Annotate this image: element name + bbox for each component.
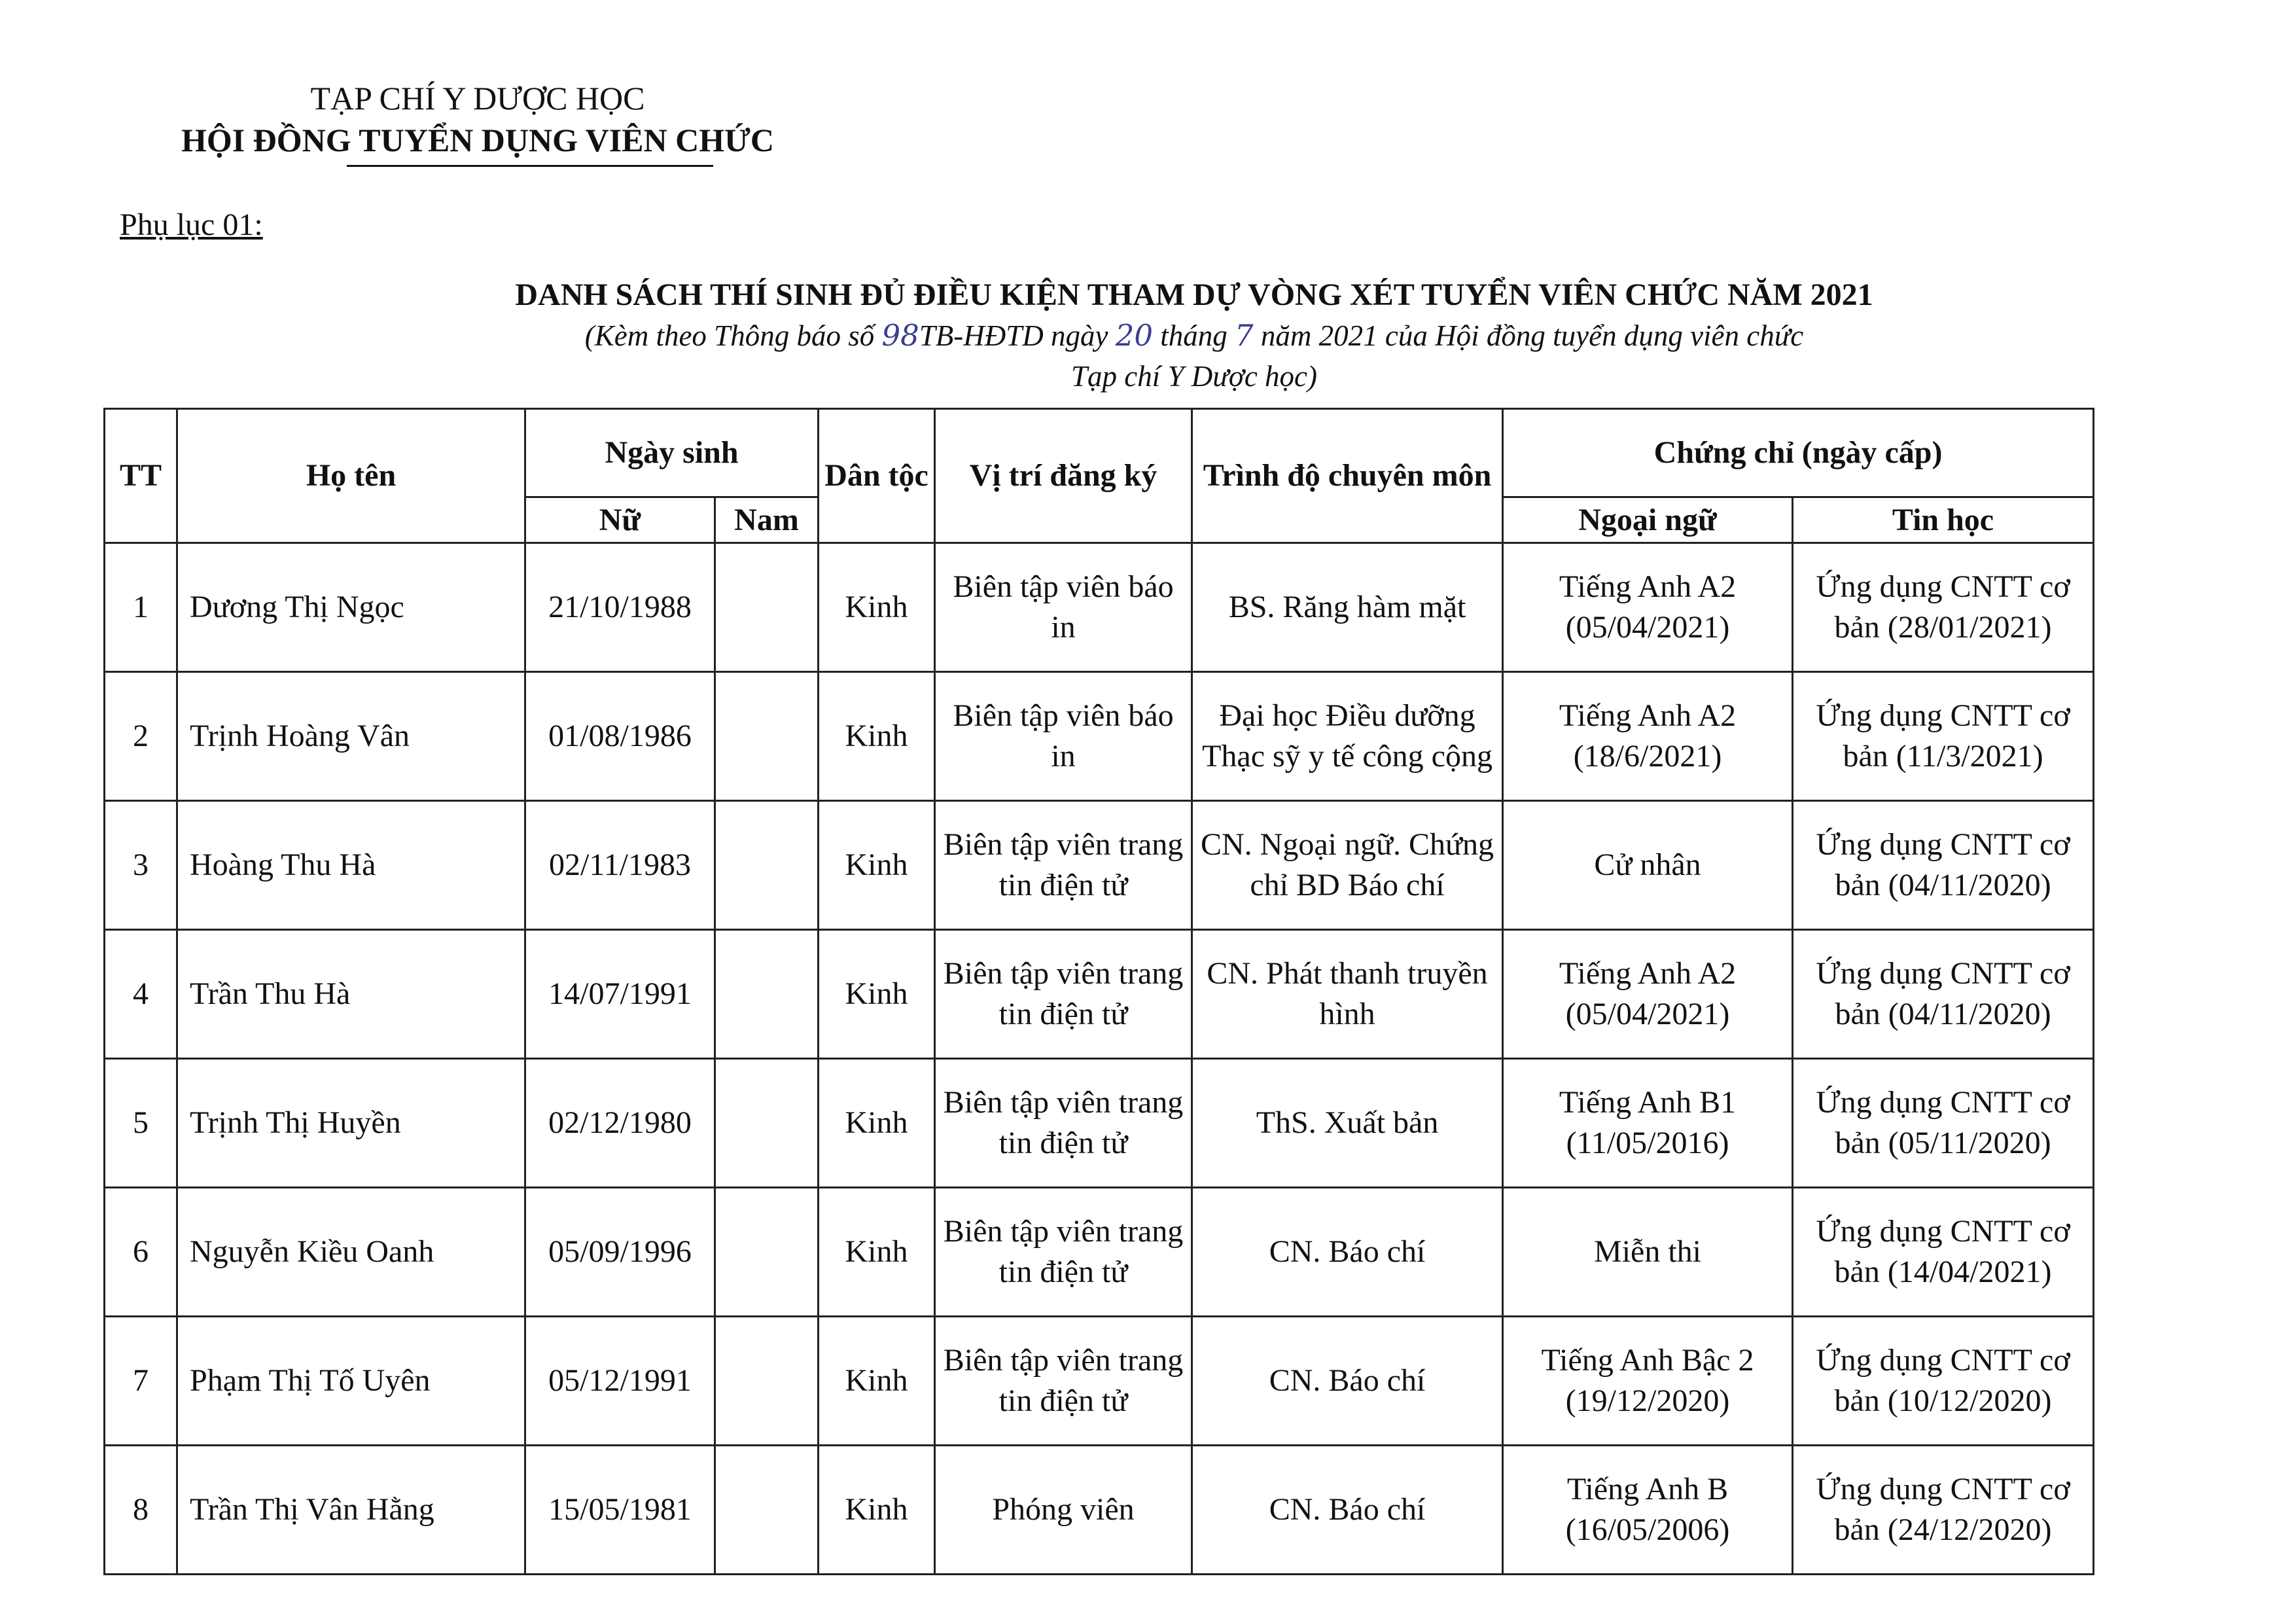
- council-name: HỘI ĐỒNG TUYỂN DỤNG VIÊN CHỨC: [181, 122, 775, 158]
- cell-dob-male: [715, 801, 819, 930]
- candidate-table: [103, 408, 2094, 1575]
- cell-tt: 5: [105, 1059, 177, 1188]
- cell-tt: 2: [105, 672, 177, 801]
- cell-ethnicity: Kinh: [819, 1059, 935, 1188]
- subtitle-text-1: (Kèm theo Thông báo số: [584, 319, 882, 352]
- col-header-tt: TT: [105, 409, 177, 543]
- subtitle-text-4: năm 2021 của Hội đồng tuyển dụng viên chức: [1253, 319, 1804, 352]
- cell-dob-female: 05/12/1991: [525, 1317, 715, 1446]
- document-subtitle: [275, 315, 2113, 356]
- col-header-qualification: Trình độ chuyên môn: [1192, 409, 1503, 543]
- cell-name: Trịnh Hoàng Vân: [177, 672, 525, 801]
- cell-dob-male: [715, 1317, 819, 1446]
- cell-qualification: BS. Răng hàm mặt: [1192, 543, 1503, 672]
- document-subtitle-line2: Tạp chí Y Dược học): [1070, 360, 1318, 393]
- cell-language: Tiếng Anh A2 (18/6/2021): [1503, 672, 1793, 801]
- col-header-female: Nữ: [525, 497, 715, 543]
- cell-qualification: CN. Ngoại ngữ. Chứng chỉ BD Báo chí: [1192, 801, 1503, 930]
- cell-position: Biên tập viên trang tin điện tử: [935, 1317, 1192, 1446]
- cell-position: Biên tập viên trang tin điện tử: [935, 1188, 1192, 1317]
- cell-name: Trần Thu Hà: [177, 930, 525, 1059]
- cell-position: Biên tập viên trang tin điện tử: [935, 1059, 1192, 1188]
- table-row: [105, 1446, 2094, 1575]
- cell-dob-male: [715, 1188, 819, 1317]
- header-underline: [347, 165, 713, 167]
- cell-ethnicity: Kinh: [819, 1446, 935, 1575]
- journal-name: TẠP CHÍ Y DƯỢC HỌC: [310, 80, 645, 116]
- cell-language: Cử nhân: [1503, 801, 1793, 930]
- cell-name: Phạm Thị Tố Uyên: [177, 1317, 525, 1446]
- handwritten-month: 7: [1235, 318, 1254, 353]
- cell-name: Trịnh Thị Huyền: [177, 1059, 525, 1188]
- cell-informatics: Ứng dụng CNTT cơ bản (05/11/2020): [1793, 1059, 2094, 1188]
- cell-ethnicity: Kinh: [819, 1317, 935, 1446]
- col-header-male: Nam: [715, 497, 819, 543]
- cell-dob-female: 02/11/1983: [525, 801, 715, 930]
- cell-qualification: CN. Báo chí: [1192, 1317, 1503, 1446]
- table-row: [105, 1317, 2094, 1446]
- cell-language: Tiếng Anh Bậc 2 (19/12/2020): [1503, 1317, 1793, 1446]
- cell-language: Tiếng Anh A2 (05/04/2021): [1503, 543, 1793, 672]
- cell-informatics: Ứng dụng CNTT cơ bản (24/12/2020): [1793, 1446, 2094, 1575]
- cell-name: Dương Thị Ngọc: [177, 543, 525, 672]
- issuer-header: [131, 77, 824, 167]
- cell-qualification: ThS. Xuất bản: [1192, 1059, 1503, 1188]
- cell-ethnicity: Kinh: [819, 1188, 935, 1317]
- cell-dob-male: [715, 543, 819, 672]
- cell-informatics: Ứng dụng CNTT cơ bản (04/11/2020): [1793, 801, 2094, 930]
- table-row: [105, 1188, 2094, 1317]
- cell-tt: 3: [105, 801, 177, 930]
- cell-language: Tiếng Anh A2 (05/04/2021): [1503, 930, 1793, 1059]
- col-header-certificates: Chứng chỉ (ngày cấp): [1503, 409, 2094, 497]
- subtitle-text-2: TB-HĐTD ngày: [919, 319, 1116, 352]
- cell-position: Biên tập viên báo in: [935, 543, 1192, 672]
- table-row: [105, 930, 2094, 1059]
- table-row: [105, 672, 2094, 801]
- cell-position: Biên tập viên báo in: [935, 672, 1192, 801]
- col-header-position: Vị trí đăng ký: [935, 409, 1192, 543]
- cell-informatics: Ứng dụng CNTT cơ bản (28/01/2021): [1793, 543, 2094, 672]
- cell-position: Biên tập viên trang tin điện tử: [935, 930, 1192, 1059]
- cell-dob-female: 02/12/1980: [525, 1059, 715, 1188]
- cell-language: Miễn thi: [1503, 1188, 1793, 1317]
- handwritten-notice-number: 98: [881, 318, 919, 353]
- cell-name: Trần Thị Vân Hằng: [177, 1446, 525, 1575]
- cell-dob-male: [715, 930, 819, 1059]
- cell-ethnicity: Kinh: [819, 672, 935, 801]
- col-header-name: Họ tên: [177, 409, 525, 543]
- cell-ethnicity: Kinh: [819, 543, 935, 672]
- cell-qualification: Đại học Điều dưỡng Thạc sỹ y tế công cộng: [1192, 672, 1503, 801]
- cell-position: Phóng viên: [935, 1446, 1192, 1575]
- cell-dob-female: 01/08/1986: [525, 672, 715, 801]
- cell-dob-male: [715, 1446, 819, 1575]
- document-title: DANH SÁCH THÍ SINH ĐỦ ĐIỀU KIỆN THAM DỰ VÒNG XÉT TUYỂN VIÊN CHỨC NĂM 2021: [515, 277, 1873, 312]
- appendix-label: Phụ lục 01:: [120, 207, 263, 242]
- col-header-dob: Ngày sinh: [525, 409, 819, 497]
- cell-dob-female: 15/05/1981: [525, 1446, 715, 1575]
- cell-informatics: Ứng dụng CNTT cơ bản (11/3/2021): [1793, 672, 2094, 801]
- cell-qualification: CN. Báo chí: [1192, 1446, 1503, 1575]
- cell-qualification: CN. Báo chí: [1192, 1188, 1503, 1317]
- cell-dob-male: [715, 672, 819, 801]
- cell-tt: 4: [105, 930, 177, 1059]
- cell-dob-female: 05/09/1996: [525, 1188, 715, 1317]
- cell-ethnicity: Kinh: [819, 801, 935, 930]
- handwritten-day: 20: [1115, 318, 1153, 353]
- col-header-informatics: Tin học: [1793, 497, 2094, 543]
- cell-informatics: Ứng dụng CNTT cơ bản (04/11/2020): [1793, 930, 2094, 1059]
- cell-informatics: Ứng dụng CNTT cơ bản (14/04/2021): [1793, 1188, 2094, 1317]
- cell-name: Nguyễn Kiều Oanh: [177, 1188, 525, 1317]
- cell-name: Hoàng Thu Hà: [177, 801, 525, 930]
- subtitle-text-3: tháng: [1153, 319, 1235, 352]
- table-row: [105, 543, 2094, 672]
- col-header-ethnicity: Dân tộc: [819, 409, 935, 543]
- cell-language: Tiếng Anh B (16/05/2006): [1503, 1446, 1793, 1575]
- cell-tt: 1: [105, 543, 177, 672]
- cell-dob-female: 14/07/1991: [525, 930, 715, 1059]
- cell-position: Biên tập viên trang tin điện tử: [935, 801, 1192, 930]
- cell-dob-male: [715, 1059, 819, 1188]
- cell-language: Tiếng Anh B1 (11/05/2016): [1503, 1059, 1793, 1188]
- cell-informatics: Ứng dụng CNTT cơ bản (10/12/2020): [1793, 1317, 2094, 1446]
- cell-dob-female: 21/10/1988: [525, 543, 715, 672]
- cell-tt: 7: [105, 1317, 177, 1446]
- table-header-row: [105, 409, 2094, 497]
- cell-tt: 6: [105, 1188, 177, 1317]
- col-header-language: Ngoại ngữ: [1503, 497, 1793, 543]
- document-title-block: [275, 275, 2113, 397]
- table-row: [105, 801, 2094, 930]
- cell-qualification: CN. Phát thanh truyền hình: [1192, 930, 1503, 1059]
- cell-ethnicity: Kinh: [819, 930, 935, 1059]
- cell-tt: 8: [105, 1446, 177, 1575]
- table-row: [105, 1059, 2094, 1188]
